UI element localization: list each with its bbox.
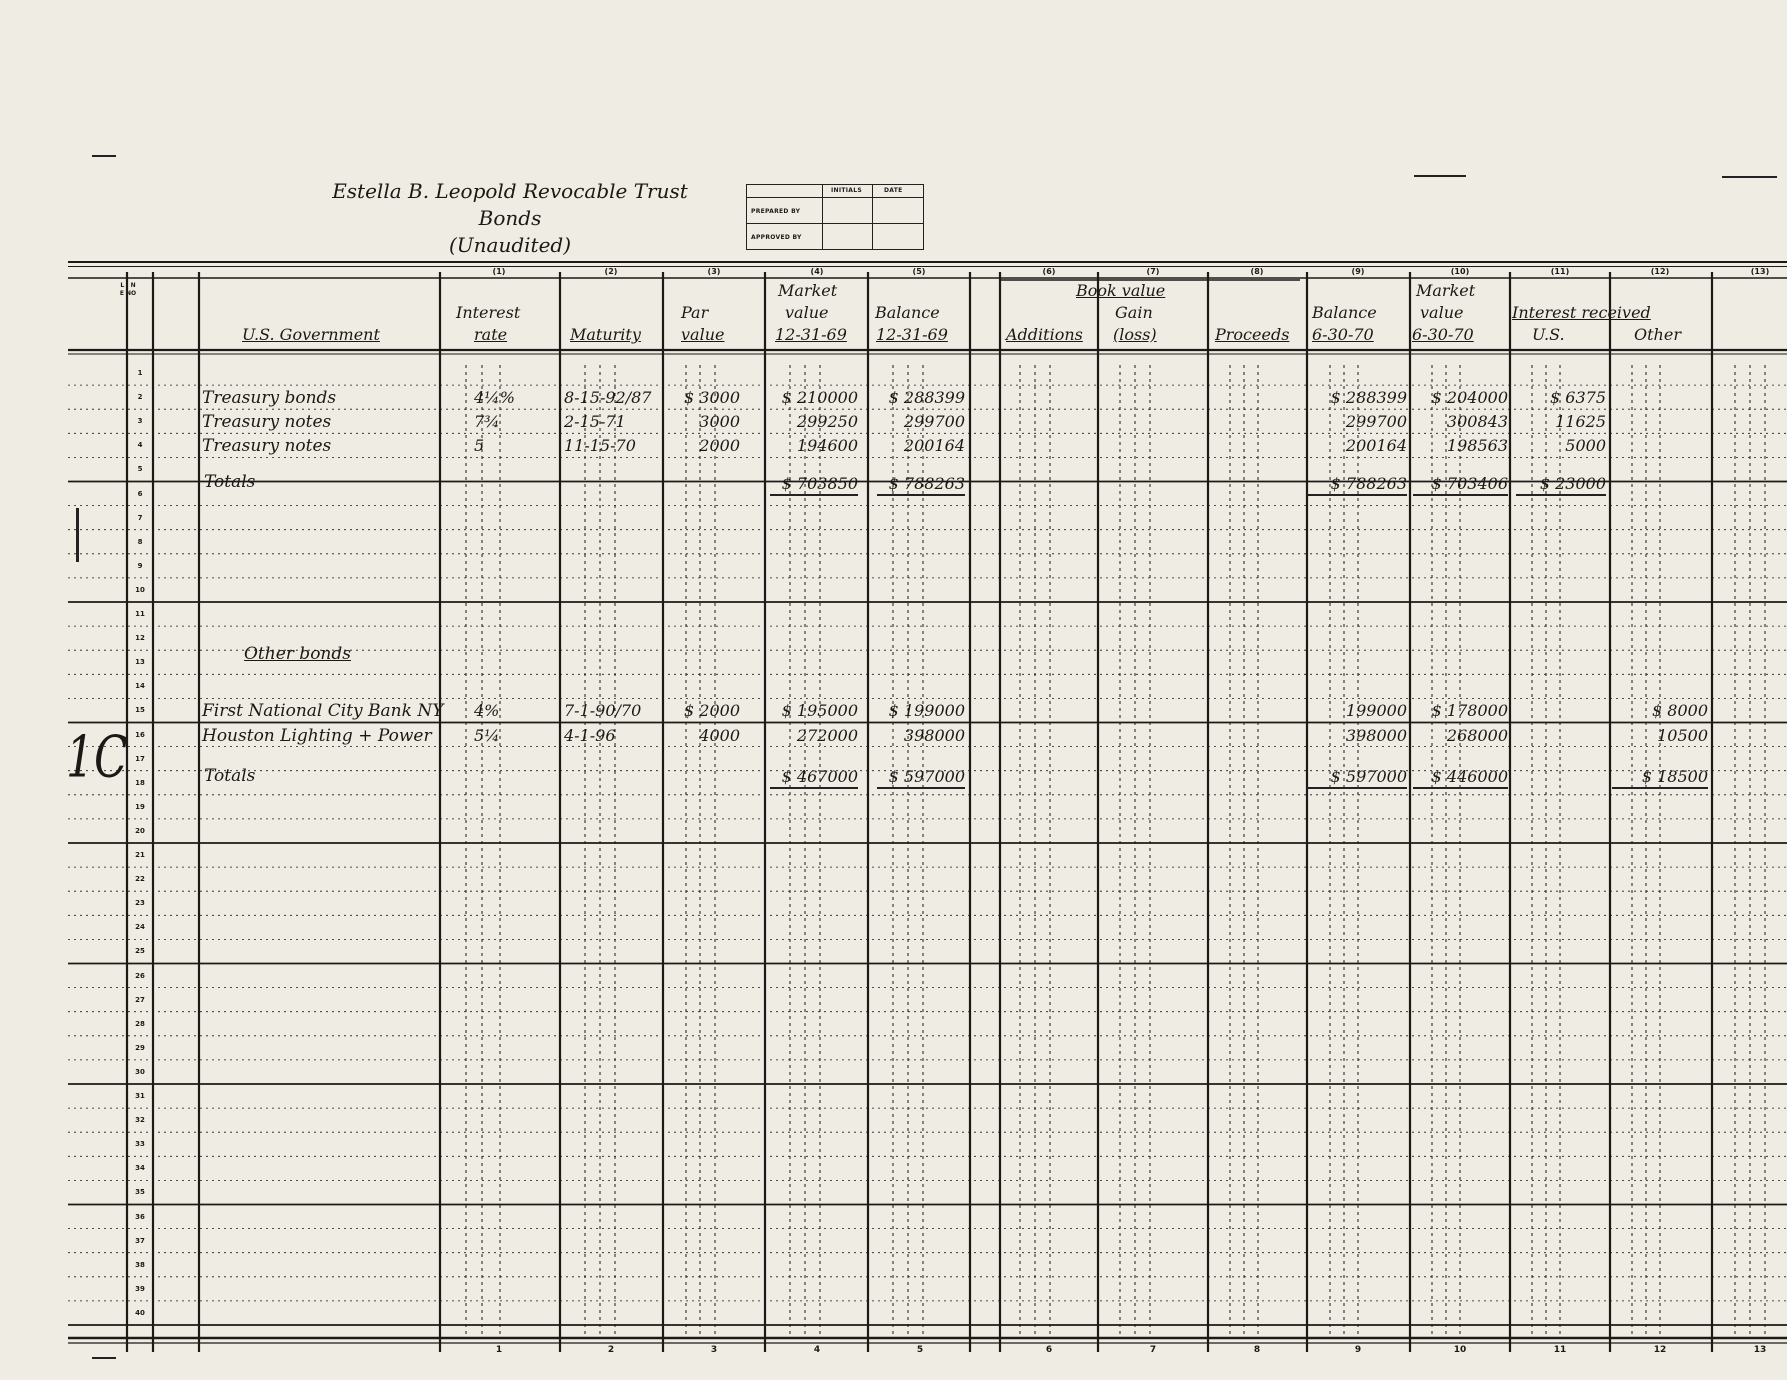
line-number: 34 (135, 1164, 145, 1173)
market-value-70-header-2: value (1420, 303, 1464, 322)
line-number: 13 (135, 658, 145, 667)
line-number: 37 (135, 1236, 145, 1245)
bottom-column-number: 1 (495, 1345, 503, 1355)
other-bond-mv69: 272000 (796, 725, 858, 745)
other-bond-mv70: 268000 (1446, 725, 1508, 745)
margin-dash (1722, 176, 1777, 178)
line-number: 27 (135, 995, 145, 1004)
balance-69-header-1: Balance (875, 303, 940, 322)
other-totals-interest-other: $ 18500 (1612, 767, 1708, 789)
column-number: (7) (1146, 267, 1160, 276)
line-number: 40 (135, 1308, 145, 1317)
us-bond-int-us: 11625 (1555, 412, 1606, 432)
other-bond-bal70: 199000 (1345, 701, 1407, 721)
line-number: 15 (135, 706, 145, 715)
bottom-column-number: 3 (710, 1345, 718, 1355)
bottom-column-number: 13 (1753, 1345, 1767, 1355)
us-bond-rate: 4¼% (474, 388, 515, 408)
signoff-initials-label: INITIALS (831, 187, 862, 194)
other-bond-maturity: 7-1-90/70 (564, 701, 642, 721)
report-note: (Unaudited) (448, 233, 572, 257)
interest-rate-header-2: rate (474, 325, 508, 344)
signoff-approved-label: APPROVED BY (751, 234, 802, 241)
line-number: 7 (137, 513, 143, 522)
bottom-column-number: 9 (1354, 1345, 1362, 1355)
interest-us-header: U.S. (1532, 325, 1565, 344)
market-value-70-header-1: Market (1416, 281, 1476, 300)
column-number: (12) (1650, 267, 1670, 276)
other-bond-int-other: $ 8000 (1652, 701, 1708, 721)
other-totals-mv69: $ 467000 (770, 767, 858, 789)
column-number: (2) (604, 267, 618, 276)
line-number: 33 (135, 1140, 145, 1149)
report-title: Estella B. Leopold Revocable Trust (332, 179, 688, 203)
margin-mark: 1C (66, 724, 128, 791)
line-number: 11 (135, 610, 145, 618)
line-number: 9 (137, 561, 143, 570)
column-number: (10) (1450, 267, 1470, 276)
proceeds-header: Proceeds (1215, 325, 1290, 344)
balance-69-header-2: 12-31-69 (876, 325, 948, 344)
us-bond-mv69: 194600 (796, 436, 858, 456)
column-number: (6) (1042, 267, 1056, 276)
other-bonds-heading: Other bonds (244, 644, 351, 664)
line-number: 28 (135, 1019, 145, 1028)
market-value-69-header-3: 12-31-69 (775, 325, 847, 344)
line-number: 36 (135, 1212, 145, 1221)
line-number: 2 (137, 393, 143, 402)
us-totals-interest-us: $ 23000 (1516, 474, 1606, 496)
balance-70-header-2: 6-30-70 (1312, 325, 1374, 344)
other-bond-bal69: $ 199000 (888, 701, 965, 721)
column-number: (1) (492, 267, 506, 276)
us-bond-mv70: 300843 (1446, 412, 1508, 432)
signoff-divider (872, 185, 873, 249)
line-number: 3 (137, 417, 143, 426)
column-number: (5) (912, 267, 926, 276)
other-bond-name: Houston Lighting + Power (202, 725, 432, 746)
par-value-header-1: Par (681, 303, 709, 322)
us-totals-bal70: $ 788263 (1307, 474, 1407, 496)
other-bond-name: First National City Bank NY (202, 701, 444, 722)
us-bond-bal70: $ 288399 (1330, 388, 1407, 408)
report-title-block (300, 178, 720, 259)
us-totals-mv70: $ 703406 (1413, 474, 1508, 496)
other-bond-mv70: $ 178000 (1431, 701, 1508, 721)
other-bond-int-other: 10500 (1657, 725, 1708, 745)
other-bond-mv69: $ 195000 (781, 701, 858, 721)
market-value-69-header-1: Market (778, 281, 838, 300)
us-totals-mv69: $ 703850 (770, 474, 858, 496)
book-value-header: Book value (1076, 281, 1166, 300)
line-number: 5 (137, 465, 143, 474)
bottom-column-number: 7 (1149, 1345, 1157, 1355)
line-number: 25 (135, 947, 145, 956)
us-bond-int-us: $ 6375 (1550, 388, 1606, 408)
line-number: 26 (135, 971, 145, 980)
us-bond-maturity: 2-15-71 (564, 412, 626, 432)
us-bond-name: Treasury bonds (202, 388, 337, 409)
other-totals-bal69: $ 597000 (877, 767, 965, 789)
line-number: 35 (135, 1188, 145, 1197)
line-number: 39 (135, 1284, 145, 1293)
line-number: 22 (135, 875, 145, 884)
gain-header-1: Gain (1115, 303, 1153, 322)
balance-70-header-1: Balance (1312, 303, 1377, 322)
line-number: 20 (135, 826, 145, 835)
other-totals-bal70: $ 597000 (1307, 767, 1407, 789)
margin-dash (92, 155, 116, 157)
interest-other-header: Other (1634, 325, 1681, 344)
other-totals-mv70: $ 446000 (1413, 767, 1508, 789)
other-bond-par: $ 2000 (684, 701, 740, 721)
interest-received-header: Interest received (1512, 303, 1651, 322)
market-value-69-header-2: value (785, 303, 829, 322)
signoff-rule (747, 223, 923, 224)
other-bond-maturity: 4-1-96 (564, 725, 616, 745)
gain-header-2: (loss) (1113, 325, 1157, 344)
additions-header: Additions (1006, 325, 1083, 344)
interest-rate-header-1: Interest (456, 303, 521, 322)
us-totals-bal69: $ 788263 (877, 474, 965, 496)
column-number: (13) (1750, 267, 1770, 276)
column-number: (3) (707, 267, 721, 276)
column-number: (8) (1250, 267, 1264, 276)
other-bond-rate: 5¼ (474, 725, 500, 745)
line-number: 18 (135, 778, 145, 787)
us-bond-par: 2000 (699, 436, 740, 456)
header-rule (68, 266, 1787, 267)
signoff-prepared-label: PREPARED BY (751, 208, 801, 215)
market-value-70-header-3: 6-30-70 (1412, 325, 1474, 344)
maturity-header: Maturity (570, 325, 641, 344)
signoff-rule (747, 197, 923, 198)
column-number: (4) (810, 267, 824, 276)
header-rule (68, 261, 1787, 263)
us-totals-label: Totals (204, 472, 256, 492)
us-bond-name: Treasury notes (202, 412, 332, 433)
other-bond-par: 4000 (699, 725, 740, 745)
line-number: 16 (135, 730, 145, 739)
us-bond-par: 3000 (699, 412, 740, 432)
section-us-government: U.S. Government (242, 325, 380, 344)
line-number: 17 (135, 754, 145, 763)
line-number: 29 (135, 1043, 145, 1052)
us-bond-rate: 7¾ (474, 412, 500, 432)
line-number: 23 (135, 899, 145, 908)
line-number: 19 (135, 802, 145, 811)
us-bond-maturity: 8-15-92/87 (564, 388, 652, 408)
us-bond-rate: 5 (474, 436, 485, 456)
other-bond-rate: 4% (474, 701, 500, 721)
bottom-column-number: 4 (813, 1345, 821, 1355)
margin-dash (92, 1357, 116, 1359)
bottom-column-number: 11 (1553, 1345, 1567, 1355)
signoff-date-label: DATE (884, 187, 903, 194)
signoff-box (746, 184, 924, 250)
report-subtitle: Bonds (478, 206, 542, 230)
us-bond-mv69: 299250 (796, 412, 858, 432)
line-number: 12 (135, 634, 145, 643)
line-no-header: L I N E NO (119, 282, 137, 297)
par-value-header-2: value (681, 325, 725, 344)
us-bond-bal70: 200164 (1345, 436, 1407, 456)
line-number: 14 (135, 682, 145, 691)
bottom-column-number: 5 (916, 1345, 924, 1355)
us-bond-name: Treasury notes (202, 436, 332, 457)
us-bond-int-us: 5000 (1565, 436, 1606, 456)
margin-tick (76, 508, 79, 562)
margin-dash (1414, 175, 1466, 177)
line-number: 24 (135, 923, 145, 932)
us-bond-par: $ 3000 (684, 388, 740, 408)
bottom-column-number: 12 (1653, 1345, 1667, 1355)
line-number: 32 (135, 1116, 145, 1125)
us-bond-mv70: 198563 (1446, 436, 1508, 456)
column-number: (11) (1550, 267, 1570, 276)
other-bond-bal69: 398000 (903, 725, 965, 745)
signoff-divider (822, 185, 823, 249)
line-number: 10 (135, 585, 145, 594)
us-bond-mv69: $ 210000 (781, 388, 858, 408)
line-number: 6 (137, 489, 143, 498)
us-bond-maturity: 11-15-70 (564, 436, 636, 456)
other-bond-bal70: 398000 (1345, 725, 1407, 745)
line-number: 31 (135, 1092, 145, 1100)
line-number: 8 (137, 537, 143, 546)
line-number: 30 (135, 1067, 145, 1076)
us-bond-bal69: 299700 (903, 412, 965, 432)
line-number: 21 (135, 851, 145, 859)
us-bond-bal70: 299700 (1345, 412, 1407, 432)
line-number: 4 (137, 441, 143, 450)
bottom-column-number: 8 (1253, 1345, 1261, 1355)
us-bond-bal69: $ 288399 (888, 388, 965, 408)
line-number: 38 (135, 1260, 145, 1269)
other-totals-label: Totals (204, 766, 256, 786)
column-number: (9) (1351, 267, 1365, 276)
us-bond-mv70: $ 204000 (1431, 388, 1508, 408)
bottom-column-number: 10 (1453, 1345, 1467, 1355)
bottom-column-number: 6 (1045, 1345, 1053, 1355)
bottom-column-number: 2 (607, 1345, 615, 1355)
line-number: 1 (137, 369, 143, 377)
us-bond-bal69: 200164 (903, 436, 965, 456)
